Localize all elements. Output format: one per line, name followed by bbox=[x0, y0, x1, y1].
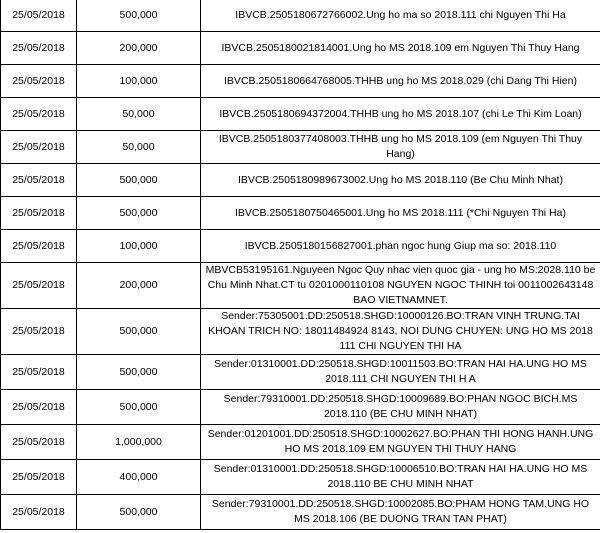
date-cell: 25/05/2018 bbox=[1, 495, 77, 530]
table-row bbox=[1, 65, 600, 98]
amount-cell: 100,000 bbox=[77, 65, 201, 98]
amount-cell: 200,000 bbox=[77, 32, 201, 65]
description-cell: MBVCB53195161.Nguyeen Ngoc Quy nhac vien quoc gia - ung ho MS:2028.110 be Chu Minh Nhat.CT tu 0201000110108 NGUYEN NGOC THINH toi 0011002643148 BAO VIETNAMNET. bbox=[201, 263, 600, 309]
amount-cell: 500,000 bbox=[77, 495, 201, 530]
description-cell: IBVCB.2505180156827001.phan ngoc hung Giup ma so: 2018.110 bbox=[201, 230, 600, 263]
table-row bbox=[1, 164, 600, 197]
table-row bbox=[1, 197, 600, 230]
amount-cell: 1,000,000 bbox=[77, 425, 201, 460]
amount-cell: 500,000 bbox=[77, 309, 201, 355]
table-row bbox=[1, 230, 600, 263]
description-cell: Sender:79310001.DD:250518.SHGD:10002085.BO:PHAM HONG TAM.UNG HO MS 2018.106 (BE DUONG TRAN TAN PHAT) bbox=[201, 495, 600, 530]
description-cell: Sender:75305001.DD:250518.SHGD:10000126.BO:TRAN VINH TRUNG.TAI KHOAN TRICH NO: 18011484924 8143, NOI DUNG CHUYEN: UNG HO MS 2018 111 CHI NGUYEN THI HA bbox=[201, 309, 600, 355]
description-cell: Sender:79310001.DD:250518.SHGD:10009689.BO:PHAN NGOC BICH.MS 2018.110 (BE CHU MINH NHAT) bbox=[201, 390, 600, 425]
date-cell: 25/05/2018 bbox=[1, 425, 77, 460]
description-cell: IBVCB.2505180989673002.Ung ho MS 2018.110 (Be Chu Minh Nhat) bbox=[201, 164, 600, 197]
date-cell: 25/05/2018 bbox=[1, 355, 77, 390]
table-row bbox=[1, 263, 600, 309]
amount-cell: 500,000 bbox=[77, 0, 201, 32]
date-cell: 25/05/2018 bbox=[1, 164, 77, 197]
description-cell: IBVCB.2505180672766002.Ung ho ma so 2018.111 chi Nguyen Thi Ha bbox=[201, 0, 600, 32]
amount-cell: 500,000 bbox=[77, 197, 201, 230]
table-row bbox=[1, 131, 600, 164]
date-cell: 25/05/2018 bbox=[1, 263, 77, 309]
amount-cell: 500,000 bbox=[77, 390, 201, 425]
amount-cell: 400,000 bbox=[77, 460, 201, 495]
amount-cell: 50,000 bbox=[77, 98, 201, 131]
date-cell: 25/05/2018 bbox=[1, 32, 77, 65]
table-row bbox=[1, 98, 600, 131]
date-cell: 25/05/2018 bbox=[1, 230, 77, 263]
date-cell: 25/05/2018 bbox=[1, 65, 77, 98]
description-cell: IBVCB.2505180694372004.THHB ung ho MS 2018.107 (chi Le Thi Kim Loan) bbox=[201, 98, 600, 131]
description-cell: Sender:01310001.DD:250518.SHGD:10006510.BO:TRAN HAI HA.UNG HO MS 2018.110 BE CHU MINH NHAT bbox=[201, 460, 600, 495]
table-row bbox=[1, 309, 600, 355]
date-cell: 25/05/2018 bbox=[1, 460, 77, 495]
table-row bbox=[1, 390, 600, 425]
date-cell: 25/05/2018 bbox=[1, 309, 77, 355]
date-cell: 25/05/2018 bbox=[1, 390, 77, 425]
table-row bbox=[1, 460, 600, 495]
table-row bbox=[1, 495, 600, 530]
description-cell: IBVCB.2505180664768005.THHB ung ho MS 2018.029 (chi Dang Thi Hien) bbox=[201, 65, 600, 98]
description-cell: IBVCB.2505180377408003.THHB ung ho MS 2018.109 (em Nguyen Thi Thuy Hang) bbox=[201, 131, 600, 164]
table-row bbox=[1, 425, 600, 460]
amount-cell: 200,000 bbox=[77, 263, 201, 309]
table-row bbox=[1, 32, 600, 65]
date-cell: 25/05/2018 bbox=[1, 197, 77, 230]
description-cell: IBVCB.2505180750465001.Ung ho MS 2018.111 (*Chi Nguyen Thi Ha) bbox=[201, 197, 600, 230]
date-cell: 25/05/2018 bbox=[1, 0, 77, 32]
date-cell: 25/05/2018 bbox=[1, 131, 77, 164]
amount-cell: 50,000 bbox=[77, 131, 201, 164]
table-row bbox=[1, 355, 600, 390]
date-cell: 25/05/2018 bbox=[1, 98, 77, 131]
amount-cell: 500,000 bbox=[77, 355, 201, 390]
description-cell: IBVCB.2505180021814001.Ung ho MS 2018.109 em Nguyen Thi Thuy Hang bbox=[201, 32, 600, 65]
description-cell: Sender:01201001.DD:250518.SHGD:10002627.BO:PHAN THI HONG HANH.UNG HO MS 2018.109 EM NGUYEN THI THUY HANG bbox=[201, 425, 600, 460]
table-row bbox=[1, 0, 600, 32]
amount-cell: 100,000 bbox=[77, 230, 201, 263]
amount-cell: 500,000 bbox=[77, 164, 201, 197]
description-cell: Sender:01310001.DD:250518.SHGD:10011503.BO:TRAN HAI HA.UNG HO MS 2018.111 CHI NGUYEN THI H A bbox=[201, 355, 600, 390]
